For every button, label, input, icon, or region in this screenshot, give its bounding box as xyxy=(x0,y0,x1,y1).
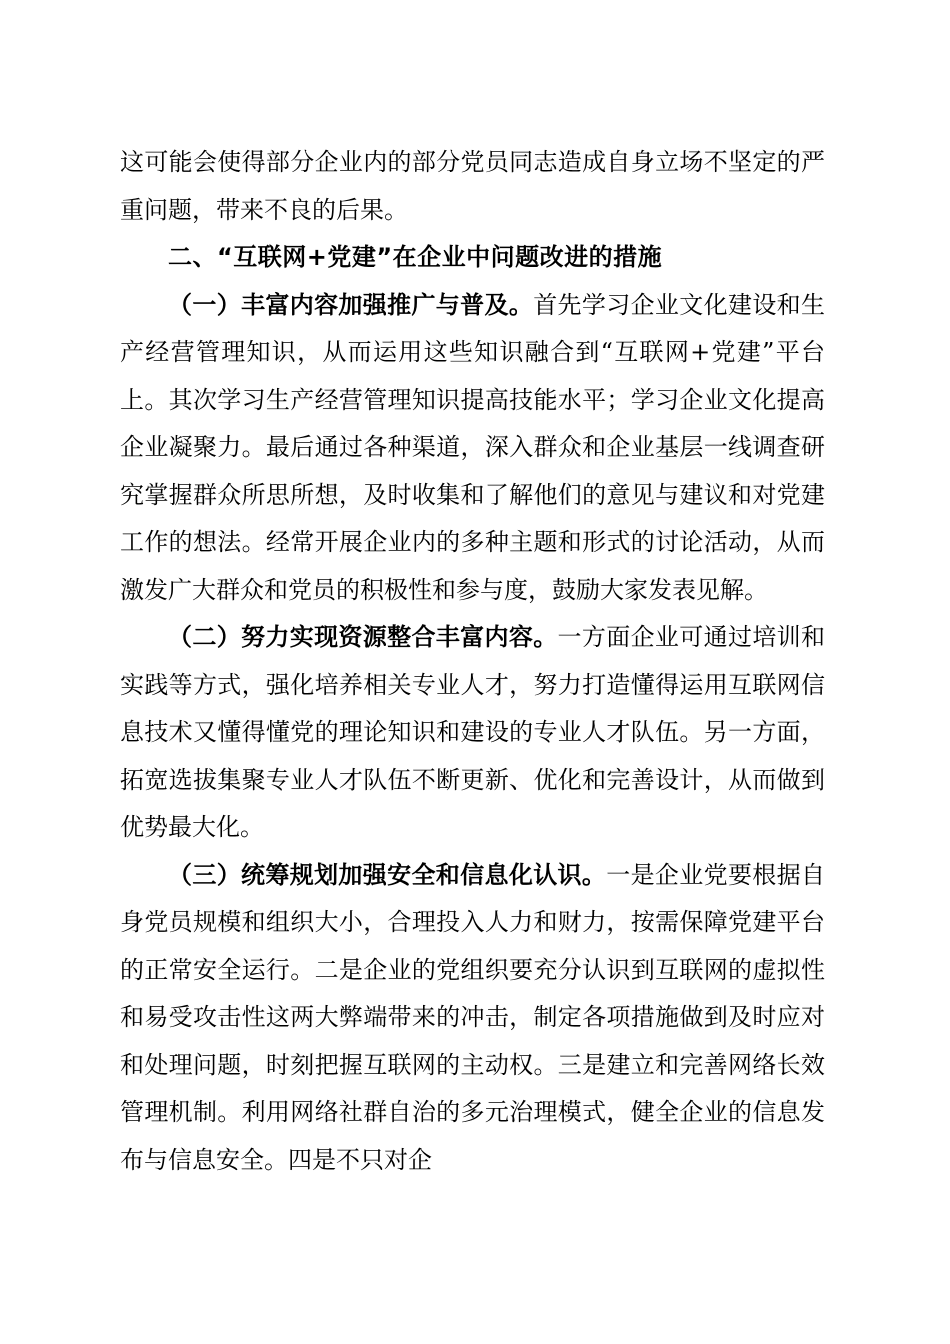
paragraph-body-1: 首先学习企业文化建设和生产经营管理知识，从而运用这些知识融合到“互联网+党建”平台上。其次学习生产经营管理知识提高技能水平；学习企业文化提高企业凝聚力。最后通过各种渠道，深入群众和企业基层一线调查研究掌握群众所思所想，及时收集和了解他们的意见与建议和对党建工作的想法。经常开展企业内的多种主题和形式的讨论活动，从而激发广大群众和党员的积极性和参与度，鼓励大家发表见解。 xyxy=(120,290,826,604)
paragraph-enrich-content xyxy=(120,282,825,615)
paragraph-resource-integration xyxy=(120,614,825,852)
paragraph-lead-3: （三）统筹规划加强安全和信息化认识。 xyxy=(168,860,607,889)
paragraph-body-3: 一是企业党要根据自身党员规模和组织大小，合理投入人力和财力，按需保障党建平台的正常安全运行。二是企业的党组织要充分认识到互联网的虚拟性和易受攻击性这两大弊端带来的冲击，制定各项措施做到及时应对和处理问题，时刻把握互联网的主动权。三是建立和完善网络长效管理机制。利用网络社群自治的多元治理模式，健全企业的信息发布与信息安全。四是不只对企 xyxy=(120,860,826,1174)
paragraph-body-2: 一方面企业可通过培训和实践等方式，强化培养相关专业人才，努力打造懂得运用互联网信息技术又懂得懂党的理论知识和建设的专业人才队伍。另一方面，拓宽选拔集聚专业人才队伍不断更新、优化和完善设计，从而做到优势最大化。 xyxy=(120,623,826,841)
section-heading-measures: 二、“互联网+党建”在企业中问题改进的措施 xyxy=(168,243,663,271)
paragraph-lead-2: （二）努力实现资源整合丰富内容。 xyxy=(168,623,558,651)
document-body xyxy=(120,139,825,1184)
paragraph-security-planning xyxy=(120,852,825,1185)
paragraph-continuation: 这可能会使得部分企业内的部分党员同志造成自身立场不坚定的严重问题，带来不良的后果。 xyxy=(120,148,825,224)
paragraph-lead-1: （一）丰富内容加强推广与普及。 xyxy=(168,290,534,319)
